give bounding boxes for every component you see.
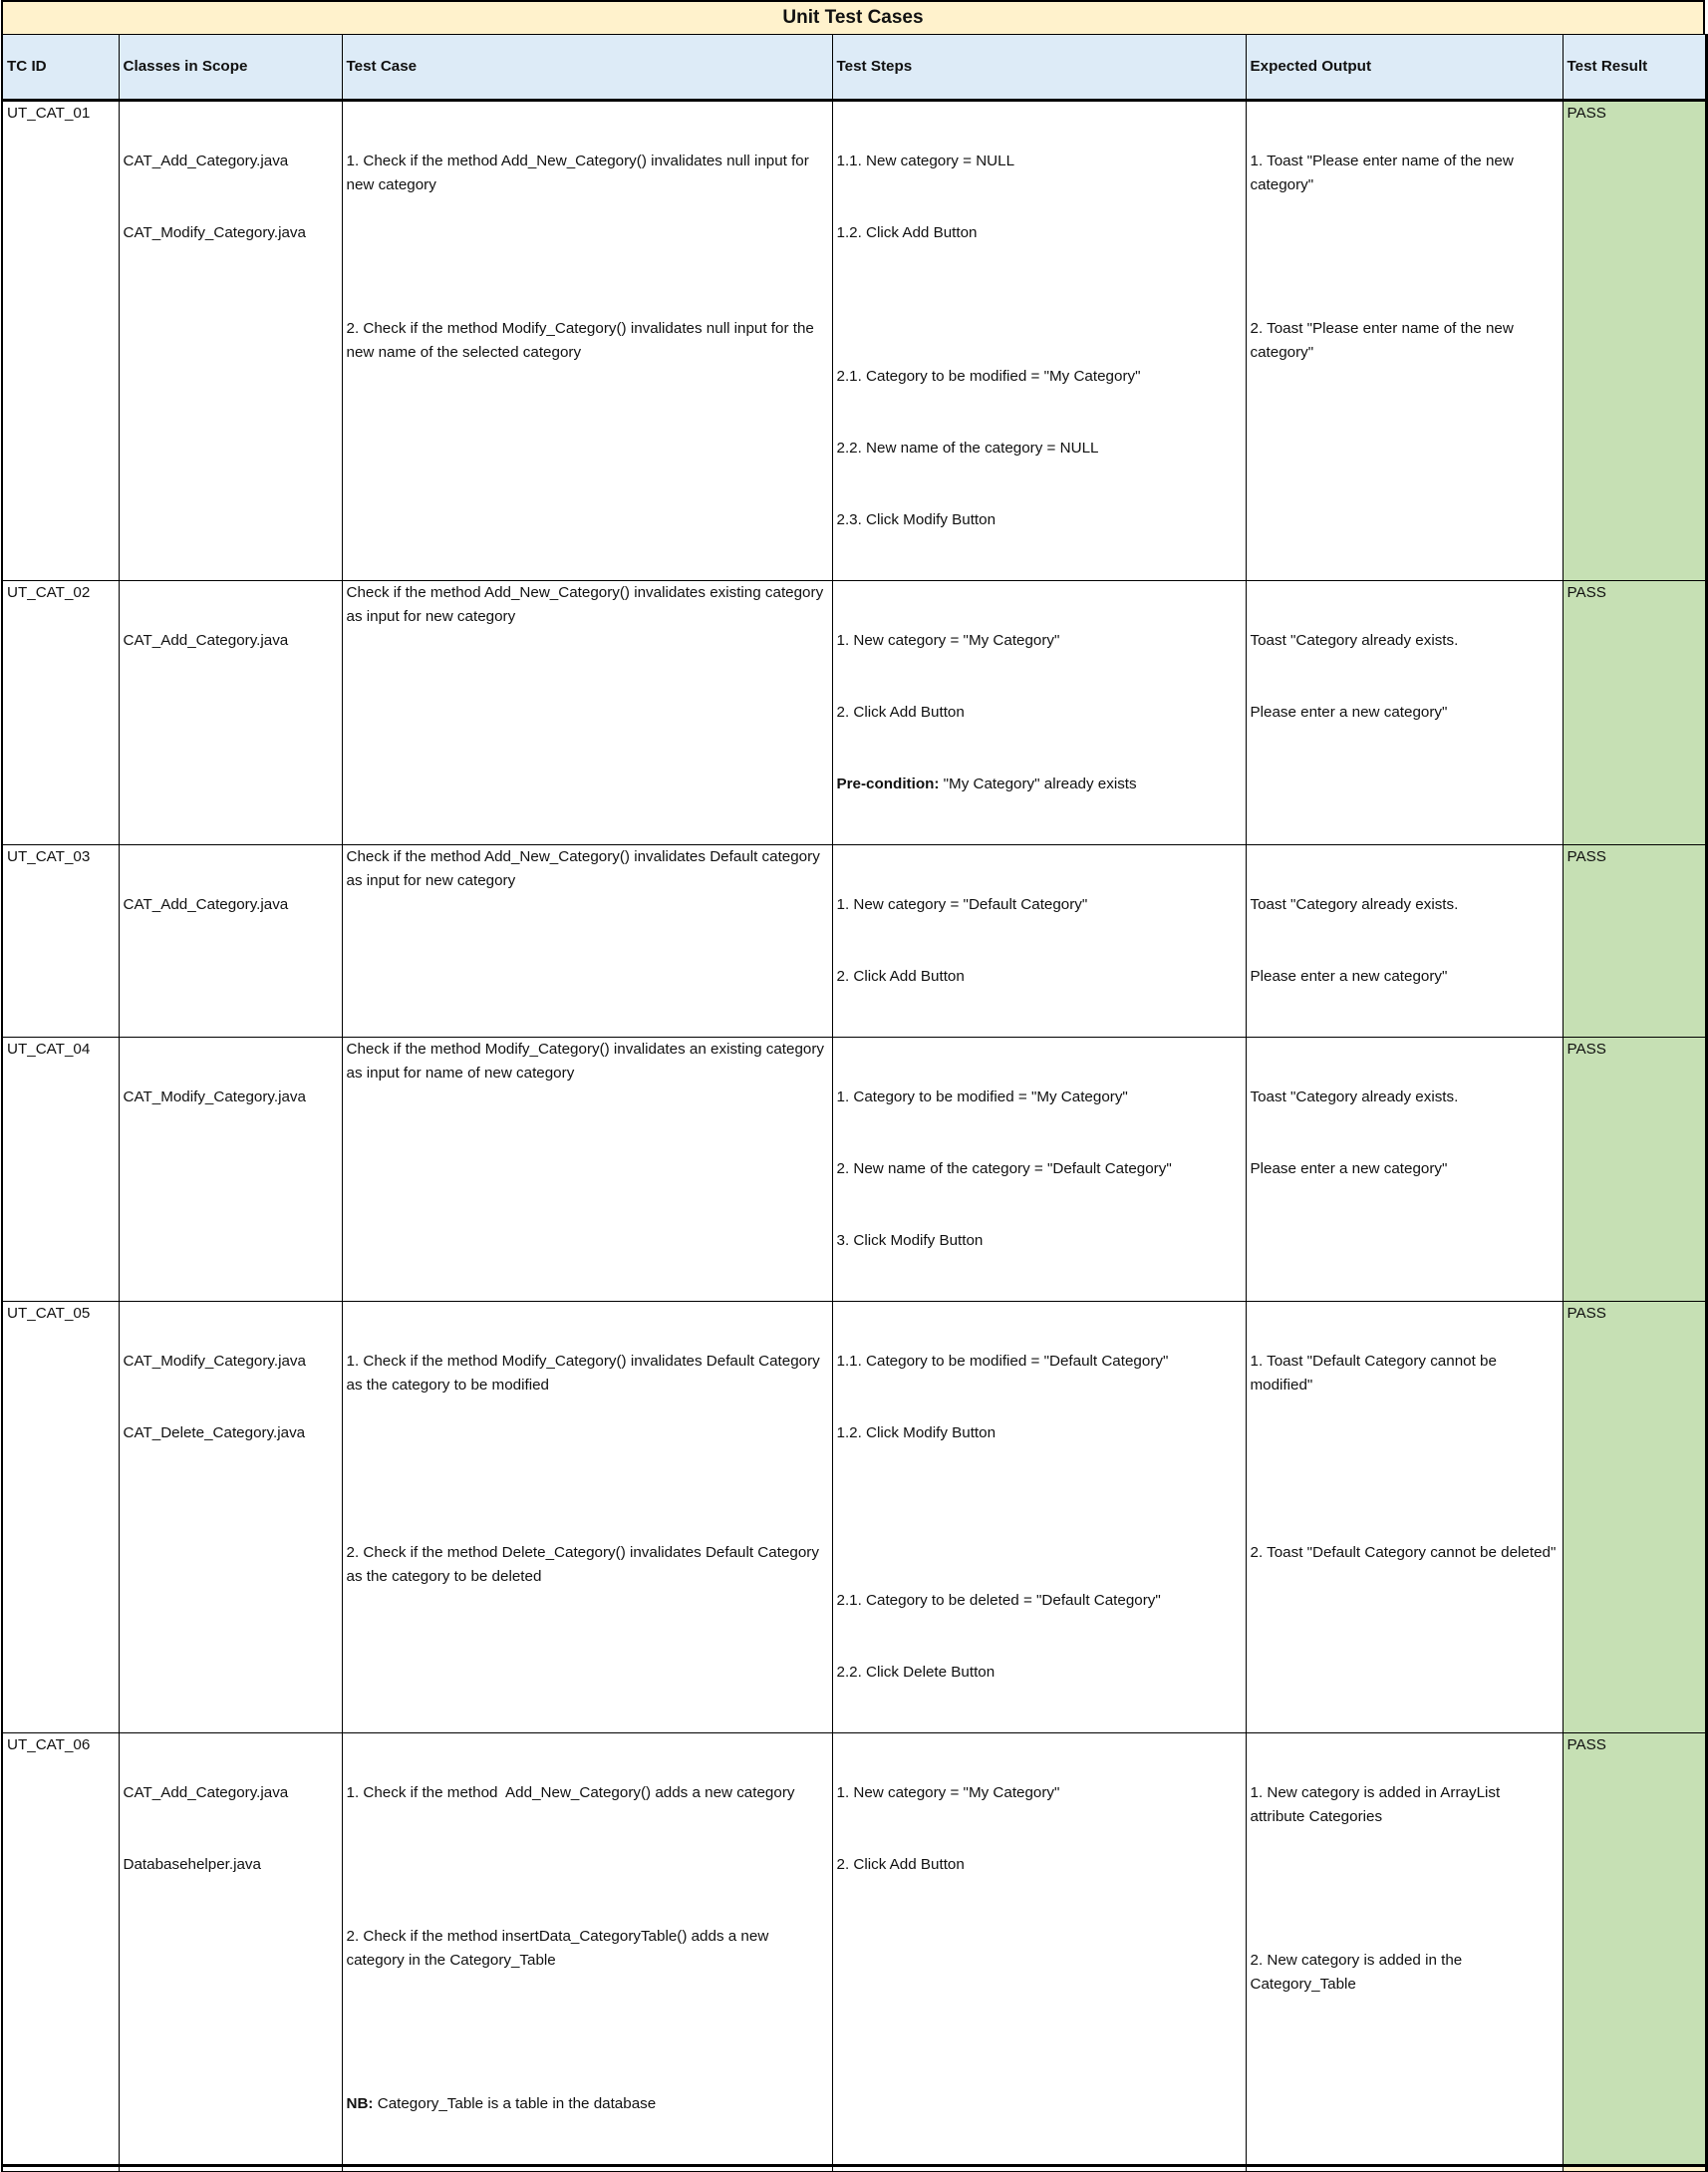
step: 2.2. New name of the category = NULL (836, 440, 1099, 457)
step: 1.2. Click Modify Button (836, 1424, 996, 1441)
tc-id-cell[interactable]: UT_CAT_05 (2, 1302, 119, 1733)
expected-line: Please enter a new category" (1250, 1160, 1448, 1177)
step: 2.2. Click Delete Button (836, 1664, 996, 1681)
tc-id-cell[interactable]: UT_CAT_04 (2, 1038, 119, 1302)
test-case-cell[interactable] (342, 101, 832, 581)
cell-partial (1563, 2166, 1706, 2172)
test-case-cell[interactable] (342, 1733, 832, 2166)
test-case-part: 1. Check if the method Add_New_Category() adds a new category (346, 1784, 795, 1801)
tc-id-cell[interactable]: UT_CAT_03 (2, 845, 119, 1038)
classes-cell[interactable] (119, 581, 342, 845)
test-result-cell[interactable]: PASS (1563, 1038, 1706, 1302)
test-case-cell[interactable]: Check if the method Add_New_Category() invalidates existing category as input for new category (342, 581, 832, 845)
expected-part: 1. Toast "Default Category cannot be modified" (1250, 1353, 1502, 1394)
step: 2. New name of the category = "Default Category" (836, 1160, 1172, 1177)
header-row (2, 35, 1706, 101)
expected-output-cell[interactable] (1246, 101, 1563, 581)
expected-line: Toast "Category already exists. (1250, 632, 1459, 649)
precondition (837, 773, 1242, 796)
classes-cell[interactable] (119, 101, 342, 581)
nb-label: NB: (346, 2095, 374, 2112)
cell-partial (342, 2166, 832, 2172)
step: 3. Click Modify Button (836, 1232, 984, 1249)
test-case-cell[interactable]: Check if the method Add_New_Category() invalidates Default category as input for new category (342, 845, 832, 1038)
class-name: CAT_Add_Category.java (123, 632, 289, 649)
classes-cell[interactable] (119, 1302, 342, 1733)
expected-line: Please enter a new category" (1250, 704, 1448, 721)
expected-part: 1. Toast "Please enter name of the new category" (1250, 153, 1519, 193)
step: 1. New category = "Default Category" (836, 896, 1088, 913)
test-result-cell[interactable]: PASS (1563, 845, 1706, 1038)
test-case-part: 1. Check if the method Add_New_Category() invalidates null input for new category (346, 153, 814, 193)
class-name: Databasehelper.java (123, 1856, 261, 1873)
step: 1. New category = "My Category" (836, 1784, 1060, 1801)
table-row (2, 1733, 1706, 2166)
table-title: Unit Test Cases (1, 0, 1705, 36)
step: 2.1. Category to be deleted = "Default Category" (836, 1592, 1161, 1609)
class-name: CAT_Add_Category.java (123, 153, 289, 169)
expected-line: Toast "Category already exists. (1250, 896, 1459, 913)
header-test-steps[interactable]: Test Steps (832, 35, 1246, 101)
class-name: CAT_Modify_Category.java (123, 1088, 306, 1105)
tc-id-cell[interactable]: UT_CAT_01 (2, 101, 119, 581)
step: 2.1. Category to be modified = "My Category" (836, 368, 1141, 385)
test-steps-cell[interactable] (832, 845, 1246, 1038)
expected-part: 2. New category is added in the Category_Table (1250, 1952, 1467, 1993)
test-case-cell[interactable]: Check if the method Modify_Category() invalidates an existing category as input for name of new category (342, 1038, 832, 1302)
test-steps-cell[interactable] (832, 1733, 1246, 2166)
nb-text: Category_Table is a table in the database (373, 2095, 657, 2112)
table-row (2, 1302, 1706, 1733)
step: 1.1. Category to be modified = "Default Category" (836, 1353, 1169, 1370)
tc-id-cell[interactable]: UT_CAT_06 (2, 1733, 119, 2166)
test-result-cell[interactable]: PASS (1563, 1302, 1706, 1733)
table-row (2, 581, 1706, 845)
class-name: CAT_Add_Category.java (123, 1784, 289, 1801)
test-result-cell[interactable]: PASS (1563, 1733, 1706, 2166)
test-case-part: 1. Check if the method Modify_Category() invalidates Default Category as the category to be modified (346, 1353, 824, 1394)
header-expected-output[interactable]: Expected Output (1246, 35, 1563, 101)
table-row (2, 1038, 1706, 1302)
spreadsheet (1, 0, 1703, 2112)
expected-part: 2. Toast "Please enter name of the new category" (1250, 320, 1519, 361)
class-name: CAT_Modify_Category.java (123, 224, 306, 241)
expected-output-cell[interactable] (1246, 1038, 1563, 1302)
expected-line: Please enter a new category" (1250, 968, 1448, 985)
classes-cell[interactable] (119, 1038, 342, 1302)
header-classes-in-scope[interactable]: Classes in Scope (119, 35, 342, 101)
cell-partial (119, 2166, 342, 2172)
test-case-part: 2. Check if the method Modify_Category() invalidates null input for the new name of the selected category (346, 320, 819, 361)
table-row (2, 101, 1706, 581)
cell-partial (1246, 2166, 1563, 2172)
expected-output-cell[interactable] (1246, 1733, 1563, 2166)
header-test-result[interactable]: Test Result (1563, 35, 1706, 101)
test-steps-cell[interactable] (832, 581, 1246, 845)
test-case-part: 2. Check if the method Delete_Category() invalidates Default Category as the category to be deleted (346, 1544, 824, 1585)
tc-id-cell[interactable]: UT_CAT_02 (2, 581, 119, 845)
header-test-case[interactable]: Test Case (342, 35, 832, 101)
class-name: CAT_Modify_Category.java (123, 1353, 306, 1370)
step: 2. Click Add Button (836, 1856, 965, 1873)
step: 2. Click Add Button (836, 968, 965, 985)
expected-part: 2. Toast "Default Category cannot be deleted" (1250, 1544, 1557, 1561)
classes-cell[interactable] (119, 1733, 342, 2166)
step: 2.3. Click Modify Button (836, 511, 996, 528)
class-name: CAT_Add_Category.java (123, 896, 289, 913)
class-name: CAT_Delete_Category.java (123, 1424, 306, 1441)
step: 1. Category to be modified = "My Category" (836, 1088, 1128, 1105)
expected-part: 1. New category is added in ArrayList attribute Categories (1250, 1784, 1505, 1825)
test-case-cell[interactable] (342, 1302, 832, 1733)
cell-partial (2, 2166, 119, 2172)
test-result-cell[interactable]: PASS (1563, 581, 1706, 845)
step: 2. Click Add Button (836, 704, 965, 721)
nb-note (347, 2092, 828, 2116)
cell-partial (832, 2166, 1246, 2172)
table-row (2, 845, 1706, 1038)
test-result-cell[interactable]: PASS (1563, 101, 1706, 581)
test-steps-cell[interactable] (832, 1038, 1246, 1302)
table-row-partial (2, 2166, 1706, 2172)
precondition-label: Pre-condition: (836, 776, 940, 792)
header-tc-id[interactable]: TC ID (2, 35, 119, 101)
expected-output-cell[interactable] (1246, 1302, 1563, 1733)
step: 1.2. Click Add Button (836, 224, 978, 241)
test-case-part: 2. Check if the method insertData_CategoryTable() adds a new category in the Category_Table (346, 1928, 773, 1969)
test-steps-cell[interactable] (832, 1302, 1246, 1733)
classes-cell[interactable] (119, 845, 342, 1038)
unit-test-table (1, 34, 1708, 2172)
step: 1. New category = "My Category" (836, 632, 1060, 649)
expected-output-cell[interactable] (1246, 845, 1563, 1038)
test-steps-cell[interactable] (832, 101, 1246, 581)
precondition-text: "My Category" already exists (939, 776, 1137, 792)
expected-line: Toast "Category already exists. (1250, 1088, 1459, 1105)
step: 1.1. New category = NULL (836, 153, 1015, 169)
expected-output-cell[interactable] (1246, 581, 1563, 845)
